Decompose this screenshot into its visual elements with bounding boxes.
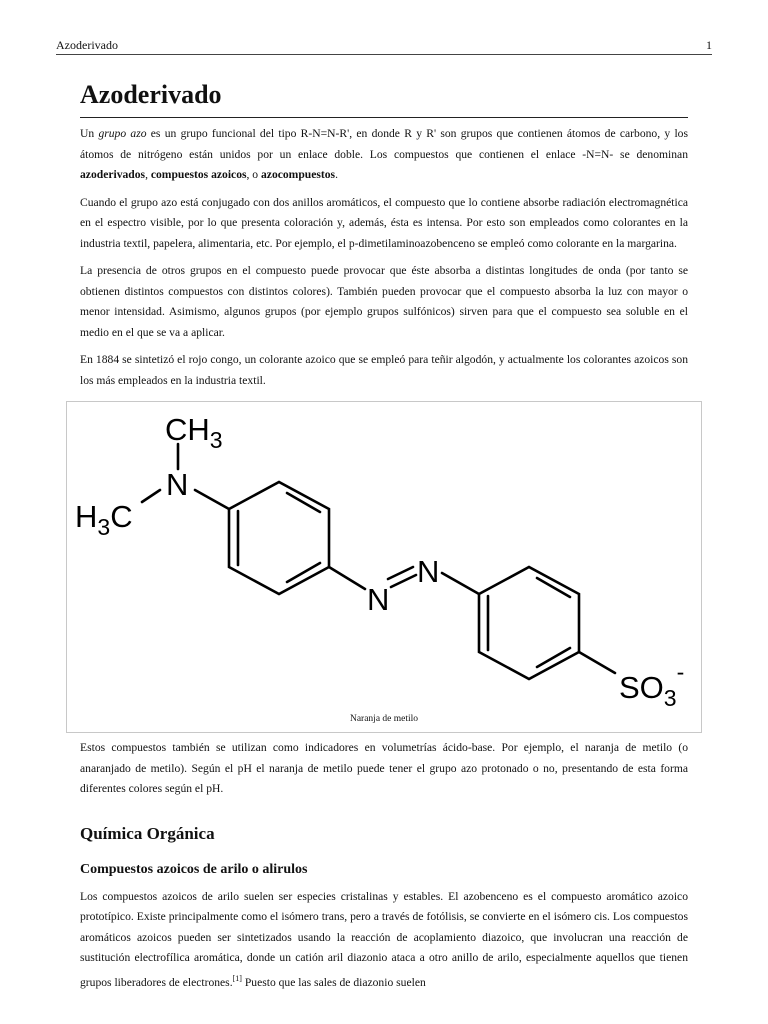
intro-text-2: es un grupo funcional del tipo R-N=N-R', en donde R y R' son grupos que contienen átomos de carbono, y los átomos de nitrógeno están unidos por un enlace doble. Los compuestos que contienen el enlace -N=N- se denominan — [80, 127, 688, 161]
label-n-azo-1: N — [367, 582, 390, 617]
bond-azo-ring2 — [442, 573, 479, 594]
label-so3: $SO_3^-$ — [619, 659, 685, 711]
running-header — [56, 38, 712, 55]
page-title: Azoderivado — [80, 78, 688, 118]
term-compuestos-azoicos: compuestos azoicos — [150, 168, 247, 181]
paragraph-aril — [80, 887, 688, 993]
bond-n-h3c — [142, 490, 160, 502]
intro-sep-2: , o — [246, 168, 261, 181]
paragraph-color: Cuando el grupo azo está conjugado con dos anillos aromáticos, el compuesto que lo contiene absorbe radiación electromagnética en el espectro visible, por lo que presenta coloración y, además, ésta es intensa. Por esto son empleados como colorantes en la industria textil, papelera, alimentaria, etc. Por ejemplo, el p-dimetilaminoazobenceno se empleó como colorante en la margarina. — [80, 195, 688, 250]
term-azocompuestos: azocompuestos — [261, 168, 336, 181]
ring-2-double-b — [537, 648, 570, 667]
aril-text: Los compuestos azoicos de arilo suelen ser especies cristalinas y estables. El azobenceno es el compuesto aromático azoico prototípico. Existe principalmente como el isómero trans, pero a través de fotólisis, se convierte en el isómero cis. Los compuestos aromáticos azoicos pueden ser sintetizados usando la reacción de acoplamiento diazoico, que involucran una reacción de sustitución electrofílica aromática, donde un catión aril diazonio ataca a otro anillo de arilo, especialmente aquellos que tienen grupos liberadores de electrones. — [80, 889, 688, 989]
atom-labels — [75, 412, 684, 711]
bonds — [142, 444, 615, 679]
bond-ring1-azo — [329, 567, 365, 589]
running-title: Azoderivado — [56, 38, 118, 52]
term-azoderivados: azoderivados — [80, 168, 146, 181]
bond-ring2-so3 — [579, 652, 615, 673]
label-ch3: $CH_3$ — [165, 412, 223, 453]
term-grupo-azo: grupo azo — [98, 127, 147, 140]
aril-text-tail: Puesto que las sales de diazonio suelen — [241, 975, 426, 989]
ring-2 — [479, 567, 579, 679]
subsection-heading-aril: Compuestos azoicos de arilo o alirulos — [80, 861, 308, 877]
ring-1-double-b — [287, 563, 320, 582]
methyl-orange-structure — [67, 402, 701, 732]
page-number: 1 — [706, 38, 712, 52]
article-body-continued — [80, 738, 688, 993]
reference-link-1[interactable]: [1] — [232, 973, 242, 983]
figure-caption: Naranja de metilo — [349, 714, 419, 724]
label-n-amine: N — [166, 467, 189, 502]
article-body — [80, 78, 688, 391]
intro-sep-1: , — [145, 168, 151, 181]
section-heading-quimica-organica: Química Orgánica — [80, 823, 215, 843]
intro-text-1: Un — [80, 127, 99, 140]
label-n-azo-2: N — [417, 554, 440, 589]
paragraph-indicators: Estos compuestos también se utilizan como indicadores en volumetrías ácido-base. Por ejemplo, el naranja de metilo (o anaranjado de metilo). Según el pH el naranja de metilo puede tener el grupo azo protonado o no, presentando de esta forma diferentes colores según el pH. — [80, 741, 688, 795]
ring-1 — [229, 482, 329, 594]
paragraph-groups: La presencia de otros grupos en el compuesto puede provocar que éste absorba a distintas longitudes de onda (por tanto se obtienen distintos compuestos con distintos colores). También pueden provocar que el compuesto absorba la luz con mayor o menor intensidad. Asimismo, algunos grupos (por ejemplo grupos sulfónicos) sirven para que el compuesto sea soluble en el medio en el que se va a aplicar. — [80, 264, 688, 339]
figure-methyl-orange — [66, 401, 702, 733]
label-h3c: $H_3C$ — [75, 499, 133, 540]
bond-n-ring1 — [195, 490, 229, 509]
intro-end: . — [335, 168, 338, 181]
paragraph-intro — [80, 124, 688, 186]
paragraph-history: En 1884 se sintetizó el rojo congo, un colorante azoico que se empleó para teñir algodón, y actualmente los colorantes azoicos son los más empleados en la industria textil. — [80, 353, 688, 387]
